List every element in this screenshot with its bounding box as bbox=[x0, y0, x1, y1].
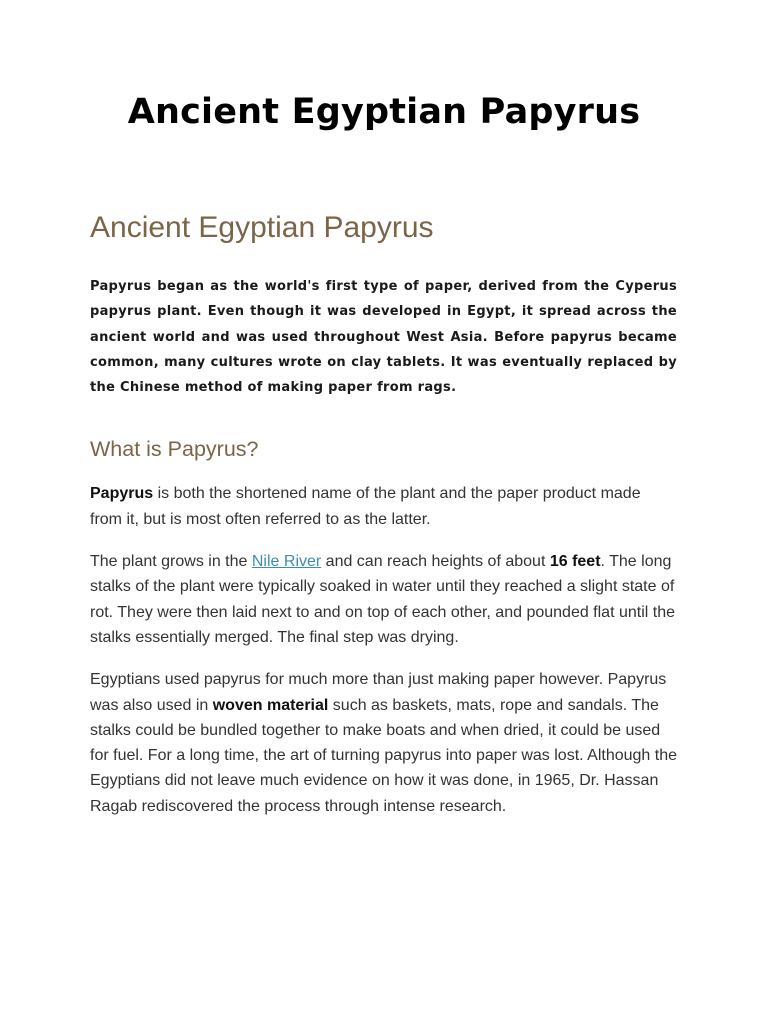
paragraph-plant bbox=[90, 549, 677, 650]
section-heading: Ancient Egyptian Papyrus bbox=[90, 211, 434, 244]
bold-height: 16 feet bbox=[549, 553, 601, 571]
document-content bbox=[90, 206, 677, 819]
what-is-papyrus-heading: What is Papyrus? bbox=[90, 437, 259, 462]
intro-paragraph: Papyrus began as the world's first type of paper, derived from the Cyperus papyrus plant. Even though it was developed in Egypt, it spread across the ancient world and was used throughout West Asia. Before papyrus became common, many cultures wrote on clay tablets. It was eventually replaced by the Chinese method of making paper from rags. bbox=[90, 279, 677, 396]
paragraph-text: is both the shortened name of the plant and the paper product made from it, but is most often referred to as the latter. bbox=[90, 485, 641, 528]
paragraph-text: such as baskets, mats, rope and sandals. The stalks could be bundled together to make boats and when dried, it could be used for fuel. For a long time, the art of turning papyrus into paper was lost. Although the Egyptians did not leave much evidence on how it was done, in 1965, Dr. Hassan Ragab rediscovered the process through intense research. bbox=[90, 696, 677, 815]
bold-woven-material: woven material bbox=[212, 696, 329, 714]
bold-term-papyrus: Papyrus bbox=[90, 485, 154, 503]
paragraph-uses bbox=[90, 667, 677, 819]
document-title: Ancient Egyptian Papyrus bbox=[127, 92, 641, 132]
nile-river-link[interactable]: Nile River bbox=[251, 553, 322, 571]
paragraph-text: The plant grows in the bbox=[90, 553, 252, 571]
paragraph-text: Egyptians used papyrus for much more than just making paper however. Papyrus was also used in bbox=[90, 671, 667, 714]
paragraph-text: . The long stalks of the plant were typically soaked in water until they reached a slight state of rot. They were then laid next to and on top of each other, and pounded flat until the stalks essentially merged. The final step was drying. bbox=[90, 553, 676, 646]
paragraph-definition bbox=[90, 481, 677, 532]
paragraph-text: and can reach heights of about bbox=[321, 553, 550, 571]
